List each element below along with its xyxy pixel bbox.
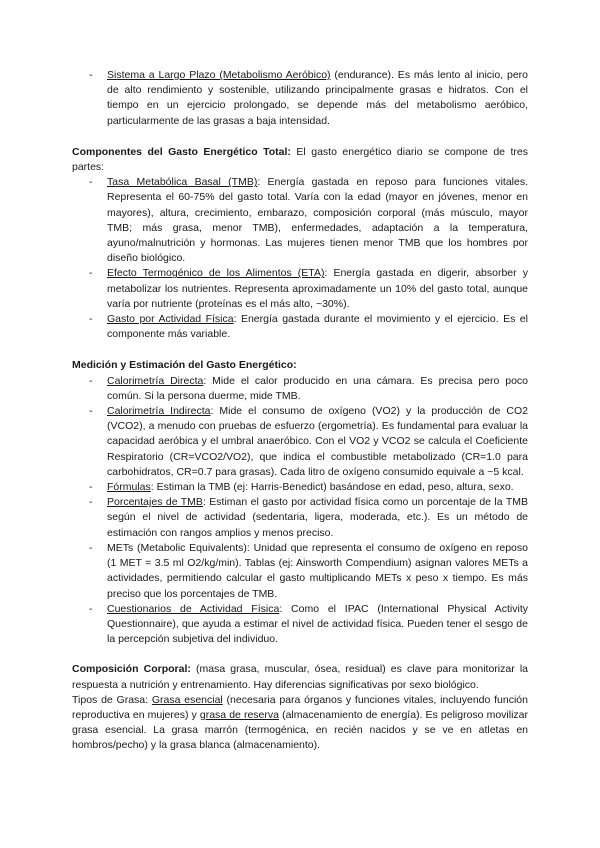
list-item-text: : Estiman el gasto por actividad física como un porcentaje de la TMB según el nivel de actividad (sedentaria, ligera, moderada, etc.). Es un método de estimación con rangos amplios y menos preciso. <box>107 496 528 539</box>
list-item-term: Gasto por Actividad Física <box>107 313 234 326</box>
bullet-dash: - <box>89 602 93 615</box>
composition-heading: Composición Corporal: <box>72 663 191 676</box>
list-item <box>72 175 528 266</box>
list-item <box>72 541 528 602</box>
components-intro: El gasto energético diario se compone de tres partes: <box>72 145 529 174</box>
bullet-dash: - <box>89 313 93 326</box>
list-item-text: : Energía gastada en reposo para funciones vitales. Representa el 60-75% del gasto total. Varía con la edad (mayor en jóvenes, menor en mayores), altura, crecimiento, embarazo, composición corporal (más músculo, mayor TMB; más grasa, menor TMB), enfermedades, adaptación a la temperatura, ayuno/malnutrición y hormonas. Las mujeres tienen menor TMB que los hombres por diseño biológico. <box>107 176 529 265</box>
list-item-term: Fórmulas <box>107 481 151 494</box>
aerobic-system-list <box>72 68 528 129</box>
essential-fat-term: Grasa esencial <box>151 693 223 706</box>
list-item-term: Cuestionarios de Actividad Física <box>107 602 280 615</box>
measurement-list <box>72 374 528 648</box>
fat-types-paragraph <box>72 693 528 754</box>
list-item <box>72 480 528 495</box>
measurement-heading: Medición y Estimación del Gasto Energético: <box>72 359 297 372</box>
list-item <box>72 602 528 648</box>
list-item <box>72 404 528 480</box>
reserve-fat-term: grasa de reserva <box>199 708 279 721</box>
list-item-term: Calorimetría Directa <box>107 374 204 387</box>
list-item-term: Sistema a Largo Plazo (Metabolismo Aeróbico) <box>107 69 331 81</box>
list-item-text: : Como el IPAC (International Physical Activity Questionnaire), que ayuda a estimar el nivel de actividad física. Pueden tener el sesgo de la percepción subjetiva del individuo. <box>107 602 528 646</box>
list-item-text: : Energía gastada durante el movimiento y el ejercicio. Es el componente más variable. <box>107 313 528 341</box>
list-item-text: : Mide el consumo de oxígeno (VO2) y la producción de CO2 (VCO2), a menudo con pruebas de esfuerzo (ergometría). Es fundamental para evaluar la capacidad aeróbica y el umbral anaeróbico. Con el VO2 y VCO2 se calcula el Coeficiente Respiratorio (CR=VCO2/VO2), que indica el combustible metabolizado (CR=1.0 para carbohidratos, CR=0.7 para grasas). Cada litro de oxígeno consumido equivale a ~5 kcal. <box>107 405 528 478</box>
fat-types-text: (necesaria para órganos y funciones vitales, incluyendo función reproductiva en mujeres) y <box>72 693 528 721</box>
list-item <box>72 68 528 129</box>
list-item <box>72 312 528 342</box>
components-paragraph <box>72 145 528 175</box>
bullet-dash: - <box>89 176 93 189</box>
components-list <box>72 175 528 342</box>
list-item <box>72 266 528 312</box>
list-item-term: Tasa Metabólica Basal (TMB) <box>107 176 258 189</box>
bullet-dash: - <box>89 267 93 280</box>
measurement-paragraph <box>72 358 528 373</box>
list-item-text: : Mide el calor producido en una cámara. Es precisa pero poco común. Si la persona duerme, mide TMB. <box>107 374 528 402</box>
list-item-text: : Estiman la TMB (ej: Harris-Benedict) basándose en edad, peso, altura, sexo. <box>150 481 514 494</box>
list-item-text: : Energía gastada en digerir, absorber y metabolizar los nutrientes. Representa aproximadamente un 10% del gasto total, aunque varía por nutriente (proteínas es el más alto, ~30%). <box>107 267 528 310</box>
components-heading: Componentes del Gasto Energético Total: <box>72 145 291 158</box>
composition-text: (masa grasa, muscular, ósea, residual) es clave para monitorizar la respuesta a nutrición y entrenamiento. Hay diferencias significativas por sexo biológico. <box>72 663 528 691</box>
list-item-text: METs (Metabolic Equivalents): Unidad que representa el consumo de oxígeno en reposo (1 MET = 3.5 ml O2/kg/min). Tablas (ej: Ainsworth Compendium) asignan valores METs a actividades, permitiendo calcular el gasto multiplicando METs x peso x tiempo. Es más preciso que los porcentajes de TMB. <box>107 541 528 600</box>
bullet-dash: - <box>89 496 93 509</box>
composition-paragraph <box>72 662 528 692</box>
list-item-term: Calorimetría Indirecta <box>107 405 211 418</box>
fat-types-prefix: Tipos de Grasa: <box>72 693 152 706</box>
list-item-text: (endurance). Es más lento al inicio, pero de alto rendimiento y sostenible, utilizando principalmente grasas e hidratos. Con el tiempo en un ejercicio prolongado, se depende más del metabolismo aeróbico, particularmente de las grasas a baja intensidad. <box>107 69 528 127</box>
list-item <box>72 495 528 541</box>
list-item <box>72 374 528 404</box>
bullet-dash: - <box>89 374 93 387</box>
bullet-dash: - <box>89 541 93 554</box>
bullet-dash: - <box>89 69 93 81</box>
list-item-term: Efecto Termogénico de los Alimentos (ETA) <box>107 267 325 280</box>
bullet-dash: - <box>89 405 93 418</box>
fat-types-text-end: (almacenamiento de energía). Es peligroso movilizar grasa esencial. La grasa marrón (termogénica, en recién nacidos y se ve en atletas en hombros/pecho) y la grasa blanca (almacenamiento). <box>72 708 528 752</box>
bullet-dash: - <box>89 481 93 494</box>
document-page <box>72 68 528 754</box>
list-item-term: Porcentajes de TMB <box>107 496 203 509</box>
